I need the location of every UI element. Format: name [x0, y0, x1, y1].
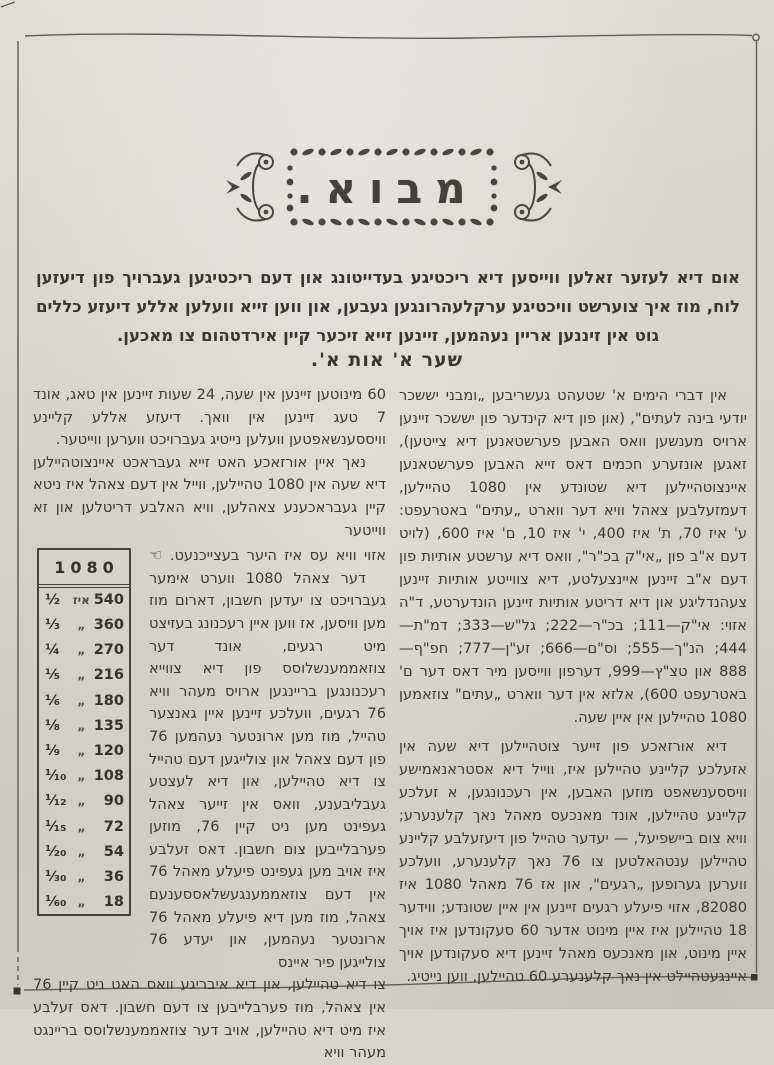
ditto-cell: „: [77, 643, 86, 658]
ditto-cell: „: [77, 769, 86, 784]
value-cell: 54: [103, 843, 124, 860]
value-cell: 120: [93, 742, 124, 759]
ditto-cell: „: [77, 794, 86, 809]
table-header: 1080: [39, 550, 129, 588]
title-ornament-box: [224, 138, 564, 238]
page-title: מבוא.: [296, 163, 479, 213]
table-row: [39, 663, 129, 688]
right-paragraph-2: דיא אורזאכע פון זייער צוטהיילען דיא שעה אין אזעלכע קליינע טהיילען איז, ווייל דיא אסטראנאמישע וויססענשאפט מוזען האבען, אין רעכנונגען, א זעלכע קליינע טהיילען, אונד מאנכעס מאהל נאך קלענערע; וויא צום ביישפיעל, — יעדער טהייל פון דיעזעלבע קליינע טהיילען ענטהאלטען צו 76 נאך קלענערע, וועלכע ווערען גערופען „רגעים", און אז 76 מאהל 1080 איז 82080, אזוי פיעלע רגעים זיינען אין איין שטונדע; ווידער 18 טהיילען איז איין מינוט אדער 60 סעקונדען איז אויך איין מינוט, און מאנכעס מאהל זיינען דיא סעקונדען אויך איינגעטהיילט אין נאך קלענערע 60 טהיילען, ווען נייטיג.: [399, 738, 747, 985]
below-table-paragraph: צו דיא טהיילען, און דיא איבריגע וואס האט ניט קיין 76 אין צאהל, מוז פערבלייבען צו דעם חשבון. דאס זעלבע איז מיט דיא טהיילען, אויב דער צוזאממענשלוסס בריינגט מעהר וויא: [33, 976, 386, 1062]
left-paragraph-1: 60 מינוטען זיינען אין שעה, 24 שעות זיינען אין טאג, אונד 7 טעג זיינען אין וואך. דיעזע אללע קליינע וויססענשאפטען וועלען נייטיג געברויכט ווערען ווייטער.: [33, 386, 386, 449]
value-cell: 270: [93, 642, 124, 659]
fraction-cell: ½: [45, 591, 61, 608]
table-row: [39, 840, 129, 865]
fraction-cell: ⅕: [45, 667, 61, 684]
table-row: [39, 588, 129, 613]
table-and-text-region: [33, 544, 386, 974]
table-row: [39, 764, 129, 789]
fraction-cell: ¹⁄₃₀: [45, 868, 67, 885]
ditto-cell: „: [77, 718, 86, 733]
ditto-cell: איז: [72, 592, 90, 607]
fraction-cell: ⅛: [45, 717, 61, 734]
left-paragraph-2: נאך איין אורזאכע האט זייא געבראכט איינצוטהיילען דיא שעה אין 1080 טהיילען, ווייל אין דעם צאהל איז ניטא קיין געבראכענע צאהלען, וויא האלבע דריטלען און זא ווייטער: [33, 453, 386, 539]
fractions-table: [37, 548, 131, 916]
ditto-cell: „: [77, 617, 86, 632]
table-row: [39, 815, 129, 840]
ditto-cell: „: [77, 693, 86, 708]
ditto-cell: „: [77, 668, 86, 683]
right-paragraph-1: אין דברי הימים א' שטעהט געשריבען „ומבני יששכר יודעי בינה לעתים", (און פון דיא קינדער פון יששכר זיינען ארויס מענשען וואס האבען פערשטאנען דיא צייטען), זאגען אונזערע חכמים דאס זייא האבען פערשטאנען איינצוטהיילען דיא שטונדע אין 1080 טהיילען, דעמזעלבען צאהל וויא דער ווארט „עתים" באטרעפט: ע' איז 70, ת' איז 400, י' איז 10, ם' איז 600, (לויט דעם א"ב פון „אי"ק בכ"ר", וואס דיא ערשטע אותיות פון דעם א"ב זיינען איינצעלטע, דיא צווייטע אותיות זיינען צעהנדליגע און דיא דריטע אותיות זיינען הונדערטע, ד"ה אזוי: אי"ק—111; בכ"ר—222; גל"ש—333; דמ"ת—444; הנ"ך—555; וס"ם—666; זע"ן—777; חפ"ף—888 און טצ"ץ—999, דערפון ווייסען מיר דאס דער ם' באטרעפט 600), אלזא אין דער ווארט „עתים" צוזאמען 1080 טהיילען אין איין שעה.: [399, 387, 748, 726]
fraction-cell: ¼: [45, 642, 61, 659]
value-cell: 216: [93, 667, 124, 684]
value-cell: 540: [93, 591, 124, 608]
value-cell: 18: [103, 894, 124, 911]
table-body: [39, 588, 129, 916]
fraction-cell: ¹⁄₁₀: [45, 768, 67, 785]
fraction-cell: ¹⁄₁₅: [45, 818, 67, 835]
beside-table-paragraph: דער צאהל 1080 ווערט אימער געברויכט צו יעדען חשבון, דארום מוז מען וויסען, אז ווען איין רעכנונג בעזיצט מיט רגעים, אונד דער צוזאממענשלוסס פון דיא צווייא רעכנונגען בריינגען ארויס מעהר וויא 76 רגעים, וועלכע זיינען איין גאנצער טהייל, מוז מען ארונטער נעהמען 76 פון דעם צאהל און צולייגען דעם טהייל צו דיא טהיילען, און דיא לעצטע געבליבענע, וואס אין זייער צאהל געפינט מען ניט קיין 76, מוזען פערבלייבען צום חשבון. דאס זעלבע איז אויב מען געפינט פיעלע מאהל 76 אין דעם צוזאממענגעשלאססענעם צאהל, מוז מען דיא פיעלע מאהל 76 ארונטער נעהמען, און יעדע 76 צולייגען פיר איינס: [149, 569, 386, 971]
table-row: [39, 739, 129, 764]
fraction-cell: ⅓: [45, 616, 61, 633]
fraction-cell: ¹⁄₆₀: [45, 894, 67, 911]
value-cell: 360: [93, 616, 124, 633]
table-row: [39, 865, 129, 890]
section-heading: שער א' אות א'.: [310, 349, 464, 371]
manicule-icon: ☜: [149, 546, 163, 565]
value-cell: 90: [103, 793, 124, 810]
intro-paragraph: אום דיא לעזער זאלען ווייסען דיא ריכטיגע בעדייטונג און דעם ריכטיגען געברויך פון דיעזען לוח, מוז איך צוערשט וויכטיגע ערקלעהרונגען געבען, און ווען זייא וועלען אללע דיעזע כללים גוט אין זיננען אריין נעהמען, זיינען זייא זיכער קיין אירדטהום צו מאכען.: [36, 267, 740, 345]
table-row: [39, 689, 129, 714]
table-row: [39, 789, 129, 814]
value-cell: 108: [93, 768, 124, 785]
table-row: [39, 613, 129, 638]
fraction-cell: ¹⁄₁₂: [45, 793, 67, 810]
ditto-cell: „: [77, 743, 86, 758]
beside-table-text: [149, 544, 386, 974]
fraction-cell: ¹⁄₉: [45, 742, 61, 759]
ditto-cell: „: [77, 819, 86, 834]
fraction-cell: ¹⁄₂₀: [45, 843, 67, 860]
value-cell: 135: [93, 717, 124, 734]
table-row: [39, 890, 129, 915]
column-right: [399, 384, 747, 988]
fraction-cell: ⅙: [45, 692, 61, 709]
pointer-line: אזוי וויא עס איז היער בעצייכנעט. ☜: [149, 546, 386, 565]
column-left: [33, 384, 386, 1065]
value-cell: 72: [103, 818, 124, 835]
ditto-cell: „: [77, 895, 86, 910]
value-cell: 180: [93, 692, 124, 709]
table-row: [39, 714, 129, 739]
ditto-cell: „: [77, 844, 86, 859]
value-cell: 36: [103, 868, 124, 885]
ditto-cell: „: [77, 869, 86, 884]
table-row: [39, 638, 129, 663]
